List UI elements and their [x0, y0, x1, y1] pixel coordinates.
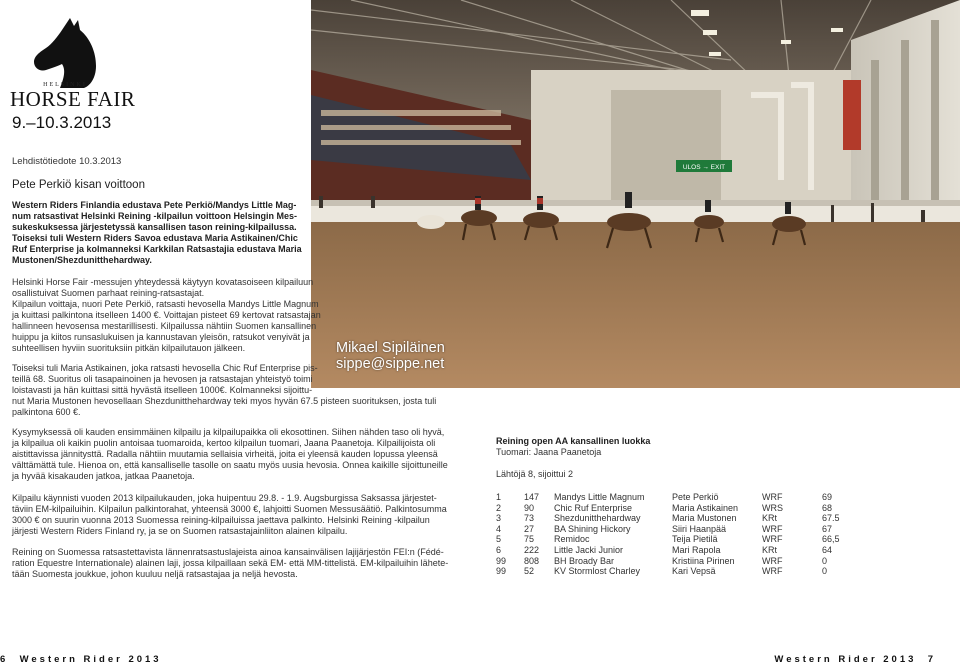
body-line: huippu ja kiitos runsaslukuisen ja kannustavan yleisön, ratsukot venyivät ja [12, 332, 310, 342]
headline: Pete Perkiö kisan voittoon [12, 179, 145, 191]
results-cell-no: 27 [524, 523, 535, 534]
body-line: loistavasti ja hän kuittasi sittä hyvästä itselleen 1000€. Kolmanneksi sijoittu- [12, 385, 313, 395]
body-line: aistittavissa jännitysttä. Radalla nähtiin muutamia sellaisia virheitä, joita ei yleensä kauden lopussa yleensä [12, 449, 438, 459]
page-number-left: 6 [0, 654, 9, 665]
results-starters: Lähtöjä 8, sijoittui 2 [496, 469, 574, 479]
body-line: Kilpailun voittaja, nuori Pete Perkiö, ratsasti hevosella Mandys Little Magnum [12, 299, 319, 309]
logo-city: HELSINKI [43, 82, 87, 88]
results-cell-rider: Kari Vepsä [672, 566, 716, 577]
results-row [496, 513, 852, 524]
body-paragraph-2 [12, 363, 436, 418]
results-cell-score: 0 [822, 566, 828, 577]
results-box [496, 436, 852, 577]
results-cell-no: 808 [524, 555, 540, 566]
body-line: ja kilpailua oli kaikin puolin antoisaa tuomaroida, kertoo kilpailun tuomari, Jaana Paanetoja. Kilpailijoista oli [12, 438, 436, 448]
body-line: järjesti Western Riders Finland ry, ja se on Suomen ratsastajainliiton alainen kilpailu. [12, 526, 348, 536]
results-cell-horse: KV Stormlost Charley [554, 566, 641, 577]
lead-paragraph [12, 200, 302, 266]
body-line: teillä 68. Suoritus oli tasapainoinen ja hevosen ja ratsastajan yhteistyö toimi [12, 374, 313, 384]
results-cell-rider: Maria Astikainen [672, 502, 739, 513]
results-cell-club: WRS [762, 502, 783, 513]
results-row [496, 545, 852, 556]
results-row [496, 556, 852, 567]
results-cell-club: WRF [762, 555, 783, 566]
results-cell-score: 0 [822, 555, 828, 566]
results-cell-place: 2 [496, 502, 502, 513]
results-cell-club: WRF [762, 492, 783, 502]
results-cell-club: KRt [762, 544, 778, 555]
results-cell-no: 90 [524, 502, 535, 513]
results-cell-score: 66,5 [822, 534, 840, 545]
body-line: suhteellisen hyviin suorituksiin pitkän kilpailutauon jälkeen. [12, 343, 246, 353]
results-cell-score: 64 [822, 544, 833, 555]
results-cell-club: WRF [762, 523, 783, 534]
body-line: hallinneen hevosensa mestarillisesti. Kilpailussa nähtiin Suomen kansallinen [12, 321, 317, 331]
lead-line: Toiseksi tuli Western Riders Savoa edustava Maria Astikainen/Chic [12, 233, 298, 243]
results-cell-place: 4 [496, 523, 502, 534]
results-cell-place: 5 [496, 534, 502, 545]
results-table [496, 492, 852, 577]
results-cell-place: 99 [496, 555, 507, 566]
results-cell-rider: Pete Perkiö [672, 492, 719, 502]
results-cell-club: WRF [762, 566, 783, 577]
results-cell-club: KRt [762, 513, 778, 524]
results-row [496, 524, 852, 535]
results-cell-horse: Chic Ruf Enterprise [554, 502, 633, 513]
body-line: Kilpailu käynnisti vuoden 2013 kilpailukauden, joka huipentuu 29.8. - 1.9. Augsburgissa Saksassa järjestet- [12, 493, 437, 503]
photo-credit-email: sippe@sippe.net [336, 356, 445, 372]
footer-left [0, 654, 162, 665]
results-cell-horse: Mandys Little Magnum [554, 492, 645, 502]
footer-title-right: Western Rider 2013 [774, 654, 917, 665]
body-line: Kysymyksessä oli kauden ensimmäinen kilpailu ja kilpailupaikka oli ekosottinen. Siihen nähden taso oli hyvä, [12, 427, 445, 437]
results-row [496, 503, 852, 514]
body-line: palkintona 600 €. [12, 407, 81, 417]
results-cell-horse: Shezdunitthehardway [554, 513, 641, 524]
footer-title-left: Western Rider 2013 [19, 654, 162, 665]
results-cell-place: 1 [496, 492, 502, 502]
arena-photo [311, 0, 960, 388]
lead-line: Mustonen/Shezdunitthehardway. [12, 255, 152, 265]
results-row [496, 492, 852, 503]
results-cell-club: WRF [762, 534, 783, 545]
results-cell-rider: Siiri Haanpää [672, 523, 727, 534]
body-line: ration Equestre Internationale) alainen laji, jossa kilpaillaan sekä EM- että MM-tittelistä. EM-kilpailuihin lähete- [12, 558, 449, 568]
results-cell-score: 69 [822, 492, 833, 502]
results-cell-no: 147 [524, 492, 540, 502]
body-line: ja hyvää kisakauden jatkoa, jatkaa Paanetoja. [12, 471, 195, 481]
body-line: 3000 € on suurin vuonna 2013 Suomessa reining-kilpailuissa jaettava palkinto. Helsinki Reining -kilpailun [12, 515, 430, 525]
body-line: tään Suomesta joukkue, johon kuuluu neljä ratsastajaa ja neljä hevosta. [12, 569, 298, 579]
results-row [496, 566, 852, 577]
results-cell-place: 3 [496, 513, 502, 524]
page-number-right: 7 [927, 654, 936, 665]
results-cell-no: 222 [524, 544, 540, 555]
body-line: nut Maria Mustonen hevosellaan Shezdunitthehardway teki myos hyvän 67.5 pisteen suorituksen, josta tuli [12, 396, 437, 406]
body-paragraph-5 [12, 547, 448, 580]
body-line: ja kuittasi palkintona itselleen 1400 €. Voittajan pisteet 69 kertovat ratsastajan [12, 310, 321, 320]
body-paragraph-4 [12, 493, 447, 537]
results-cell-no: 75 [524, 534, 535, 545]
results-judge: Tuomari: Jaana Paanetoja [496, 447, 602, 457]
results-cell-rider: Maria Mustonen [672, 513, 737, 524]
results-cell-score: 68 [822, 502, 833, 513]
lead-line: sukeskuksessa järjestetyssä kansallisen tason reining-kilpailussa. [12, 222, 297, 232]
results-cell-rider: Teija Pietilä [672, 534, 718, 545]
lead-line: Western Riders Finlandia edustava Pete Perkiö/Mandys Little Mag- [12, 200, 297, 210]
body-paragraph-3 [12, 427, 448, 482]
results-cell-no: 52 [524, 566, 535, 577]
results-cell-score: 67.5 [822, 513, 840, 524]
results-cell-rider: Mari Rapola [672, 544, 721, 555]
results-cell-horse: BH Broady Bar [554, 555, 615, 566]
press-release-date: Lehdistötiedote 10.3.2013 [12, 156, 122, 167]
exit-sign: ULOS → EXIT [682, 164, 726, 171]
results-cell-rider: Kristiina Pirinen [672, 555, 735, 566]
results-row [496, 534, 852, 545]
results-cell-place: 6 [496, 544, 502, 555]
body-line: välttämättä tule. Hienoa on, että kansalliselle tasolle on saatu myös uusia hevosia. Onnea kaikille sijoittuneille [12, 460, 448, 470]
body-line: Helsinki Horse Fair -messujen yhteydessä käytyyn kovatasoiseen kilpailuun [12, 277, 314, 287]
results-cell-horse: Remidoc [554, 534, 590, 545]
results-cell-horse: Little Jacki Junior [554, 544, 624, 555]
body-line: osallistuivat Suomen parhaat reining-ratsastajat. [12, 288, 205, 298]
results-cell-horse: BA Shining Hickory [554, 523, 631, 534]
body-line: Toiseksi tuli Maria Astikainen, joka ratsasti hevosella Chic Ruf Enterprise pis- [12, 363, 318, 373]
logo-dates: 9.–10.3.2013 [12, 113, 112, 132]
body-line: täviin EM-kilpailuihin. Kilpailun palkintorahat, yhteensä 3000 €, lahjoitti Suomen Messusäätiö. Palkintosumma [12, 504, 447, 514]
results-title: Reining open AA kansallinen luokka [496, 436, 651, 446]
body-paragraph-1 [12, 277, 321, 354]
results-cell-score: 67 [822, 523, 833, 534]
footer-right [774, 654, 936, 665]
lead-line: num ratsastivat Helsinki Reining -kilpailun voittoon Helsingin Mes- [12, 211, 298, 221]
logo-name: HORSE FAIR [10, 87, 136, 111]
results-cell-no: 73 [524, 513, 535, 524]
results-cell-place: 99 [496, 566, 507, 577]
lead-line: Ruf Enterprise ja kolmanneksi Karkkilan Ratsastajia edustava Maria [12, 244, 302, 254]
photo-credit-name: Mikael Sipiläinen [336, 340, 445, 356]
horse-head-logo-icon [30, 16, 100, 90]
body-line: Reining on Suomessa ratsastettavista lännenratsastuslajeista ainoa kansainvälisen lajijärjestön FEI:n (Fédé- [12, 547, 444, 557]
